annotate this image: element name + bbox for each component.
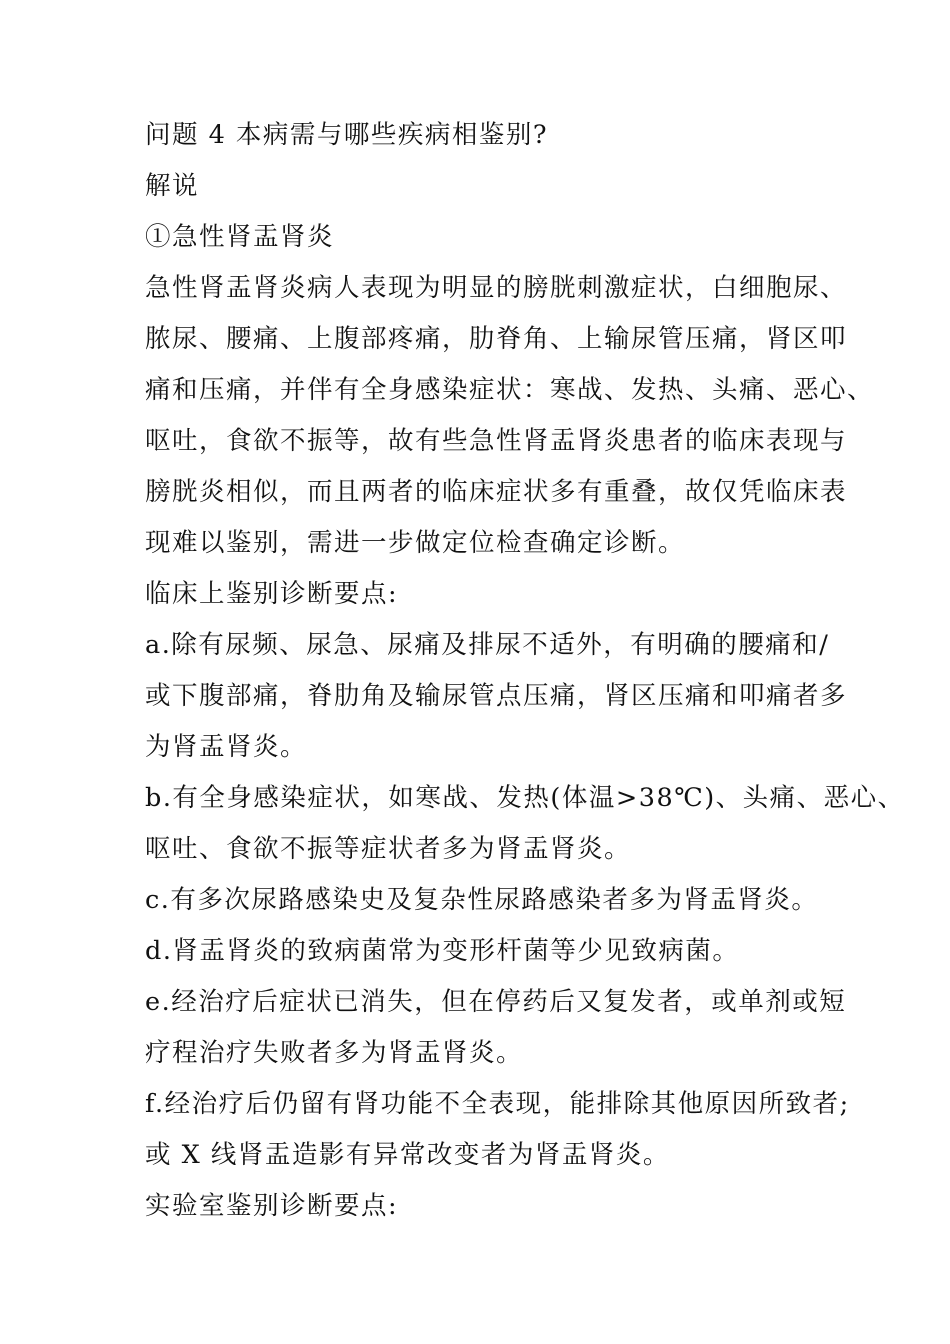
point-line: 疗程治疗失败者多为肾盂肾炎。 xyxy=(145,1038,524,1068)
paragraph-line: 膀胱炎相似，而且两者的临床症状多有重叠，故仅凭临床表 xyxy=(145,477,848,507)
point-line: 或下腹部痛，脊肋角及输尿管点压痛，肾区压痛和叩痛者多 xyxy=(145,681,848,711)
explain-label: 解说 xyxy=(145,171,200,201)
point-a xyxy=(145,628,848,764)
point-line: e.经治疗后症状已消失，但在停药后又复发者，或单剂或短 xyxy=(145,987,847,1017)
paragraph-symptoms xyxy=(145,271,875,560)
point-line: f.经治疗后仍留有肾功能不全表现，能排除其他原因所致者; xyxy=(145,1089,850,1119)
point-line: 或 X 线肾盂造影有异常改变者为肾盂肾炎。 xyxy=(145,1140,670,1170)
paragraph-line: 痛和压痛，并伴有全身感染症状：寒战、发热、头痛、恶心、 xyxy=(145,375,875,405)
paragraph-line: 现难以鉴别，需进一步做定位检查确定诊断。 xyxy=(145,528,686,558)
question-title: 问题 4 本病需与哪些疾病相鉴别? xyxy=(145,120,549,150)
clinical-points-heading: 临床上鉴别诊断要点: xyxy=(145,579,399,609)
point-line: b.有全身感染症状，如寒战、发热(体温>38℃)、头痛、恶心、 xyxy=(145,783,905,813)
section-heading: ①急性肾盂肾炎 xyxy=(145,222,335,252)
point-b xyxy=(145,781,905,866)
point-line: 为肾盂肾炎。 xyxy=(145,732,308,762)
point-f xyxy=(145,1087,850,1172)
point-line: a.除有尿频、尿急、尿痛及排尿不适外，有明确的腰痛和/ xyxy=(145,630,830,660)
paragraph-line: 脓尿、腰痛、上腹部疼痛，肋脊角、上输尿管压痛，肾区叩 xyxy=(145,324,848,354)
document-body xyxy=(145,118,905,1223)
point-line: 呕吐、食欲不振等症状者多为肾盂肾炎。 xyxy=(145,834,632,864)
paragraph-line: 急性肾盂肾炎病人表现为明显的膀胱刺激症状，白细胞尿、 xyxy=(145,273,848,303)
point-c: c.有多次尿路感染史及复杂性尿路感染者多为肾盂肾炎。 xyxy=(145,885,819,915)
point-d: d.肾盂肾炎的致病菌常为变形杆菌等少见致病菌。 xyxy=(145,936,740,966)
paragraph-line: 呕吐，食欲不振等，故有些急性肾盂肾炎患者的临床表现与 xyxy=(145,426,848,456)
lab-points-heading: 实验室鉴别诊断要点: xyxy=(145,1191,399,1221)
point-e xyxy=(145,985,847,1070)
